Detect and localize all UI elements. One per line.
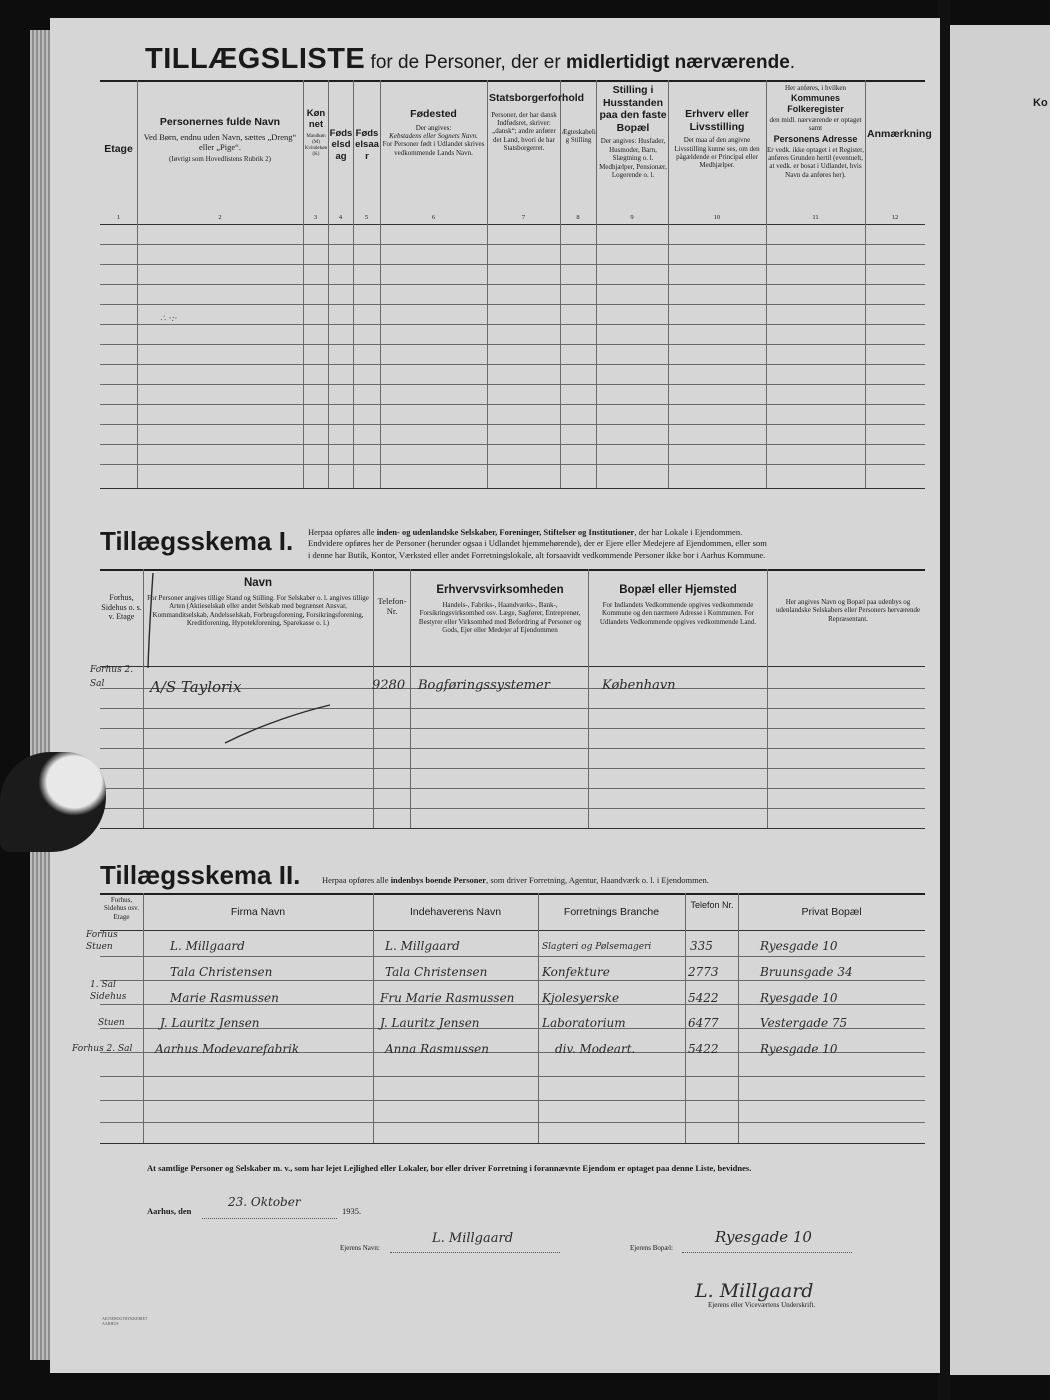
schema2-row-etage: Forhus 2. Sal	[72, 1044, 133, 1054]
page-stack-edge	[30, 30, 50, 1360]
schema2-col-address: Privat Bopæl	[801, 906, 862, 918]
list-title	[145, 43, 795, 76]
schema2-row-etage: Forhus Stuen	[86, 930, 118, 952]
list-col-remarks: Anmærkning	[867, 128, 932, 140]
schema1-description: Herpaa opføres alle inden- og udenlandske Selskaber, Foreninger, Stiftelser og Institutioner, der har Lokale i Ejendommen. Endvidere opføres her de Personer (herunder ogsaa i Udlandet hjemmehørende), der er Ejere eller Medejere af Ejendommen, eller som i denne har Butik, Kontor, Værksted eller andet Forretningslokale, alt forsaavidt vedkommende Personer ikke bor i Aarhus Kommune.	[308, 527, 767, 560]
schema2-row-firm: Tala Christensen	[170, 965, 273, 979]
signature-label: Ejerens eller Viceværtens Underskrift.	[708, 1301, 816, 1309]
schema2-row-address: Ryesgade 10	[760, 939, 838, 953]
schema2-row-firm: J. Lauritz Jensen	[160, 1016, 260, 1030]
schema2-row-branch: div. Modeart.	[555, 1042, 636, 1056]
handwritten-strokes	[145, 573, 385, 753]
schema1-title: Tillægsskema I.	[100, 526, 294, 556]
schema1-col-etage: Forhus, Sidehus o. s. v. Etage	[101, 593, 142, 622]
schema2-col-branch: Forretnings Branche	[563, 906, 660, 918]
owner-address-handwritten: Ryesgade 10	[715, 1228, 812, 1246]
schema1-row1-phone: 9280	[372, 678, 406, 693]
schema2-col-phone: Telefon Nr.	[690, 900, 734, 910]
schema2-row-owner: L. Millgaard	[385, 939, 460, 953]
schema2-row-firm: Marie Rasmussen	[170, 991, 279, 1005]
list-col-citizenship: Statsborgerforhold Personer, der har dansk Indfødsret, skriver: „dansk“; andre anfører det Land, hvori de har Statsborgerret.	[489, 92, 585, 153]
schema2-row-etage: 1. Sal Sidehus	[90, 980, 127, 1002]
schema2-row-firm: L. Millgaard	[170, 939, 245, 953]
schema2-row-owner: Anna Rasmussen	[385, 1042, 489, 1056]
list-title-end: .	[789, 52, 796, 73]
schema2-row-firm: Aarhus Modevarefabrik	[155, 1042, 300, 1056]
owner-name-handwritten: L. Millgaard	[432, 1231, 514, 1246]
next-page-fragment: Ko	[1033, 97, 1048, 109]
schema1-row1-name: A/S Taylorix	[150, 678, 242, 696]
year: 1935.	[342, 1206, 362, 1216]
schema1-col-phone: Telefon-Nr.	[377, 596, 407, 617]
schema2-col-etage: Forhus, Sidehus osv. Etage	[104, 896, 139, 921]
schema2-row-phone: 2773	[688, 965, 719, 979]
schema2-row-address: Bruunsgade 34	[760, 965, 853, 979]
schema2-col-firm: Firma Navn	[230, 906, 286, 918]
list-title-bold: midlertidigt nærværende	[565, 52, 790, 73]
schema2-description: Herpaa opføres alle indenbys boende Personer, som driver Forretning, Agentur, Haandværk o. l. i Ejendommen.	[322, 875, 709, 885]
list-col-register: Her anføres, i hvilken Kommunes Folkeregister den midl. nærværende er optaget samt Personens Adresse Er vedk. ikke optaget i et Register, anføres Grunden hertil (eventuelt, at vedk. er bosat i Udlandet, hvis Navn da anføres her).	[767, 84, 864, 179]
printer-mark: AKTIEBOGTRYKKERIET AARHUS	[102, 1316, 148, 1326]
schema2-row-branch: Laboratorium	[542, 1016, 626, 1030]
schema2-row-address: Ryesgade 10	[760, 991, 838, 1005]
list-col-gender: Kønnet Mandkøn (M) Kvindekøn (K)	[304, 108, 328, 157]
census-form-page: TILLÆGSLISTE for de Personer, der er midlertidigt nærværende. Etage Personernes fulde Navn Ved Børn, endnu uden Navn, sættes „Dreng“ eller „Pige“. (Iøvrigt som Hovedlistens Rubrik 2) Kønnet Mandkøn (M) Kvindekøn (K) Fødselsdag Fødselsaar Fødested Der angives: Kebstadens eller Sognets Navn. For Personer født i Udlandet skrives vedkommende Lands Navn. Statsborgerforhold Personer, der har dansk Indfødsret, skriver: „dansk“; andre anfører det Land, hvori de har Statsborgerret. Ægteskabelig Stilling Stilling i Husstanden paa den faste Bopæl Der angives: Husfader, Husmoder, Barn, Slægtning o. l. Medhjælper, Pensionær, Logerende o. l. Erhverv eller Livsstilling Det maa af den angivne Livsstilling kunne ses, om den pågældende er Principal eller Medhjælper. Her anføres, i hvilken Kommunes Folkeregister den midl. nærværende er optaget samt Personens Adresse Er vedk. ikke optaget i et Register, anføres Grunden hertil (eventuelt, at vedk. er bosat i Udlandet, hvis Navn da anføres her). Anmærkning 1 2 3 4 5 6 7 8 9 10 11 12 ∴ ·:· Tillægsskema I. Herpaa opføres alle inden- og udenlandske Selskaber, Foreninger, Stiftelser og Institutioner, der har Lokale i Ejendommen. Endvidere opføres her de Personer (herunder ogsaa i Udlandet hjemmehørende), der er Ejere eller Medejere af Ejendommen, eller som i denne har Butik, Kontor, Værksted eller andet Forretningslokale, alt forsaavidt vedkommende Personer ikke bor i Aarhus Kommune. Forhus, Sidehus o. s. v. Etage Navn For Personer angives tillige Stand og Stilling. For Selskaber o. l. angives tillige Arten (Aktieselskab eller andet Selskab med begrænset Ansvar, Kommanditselskab, Andelsselskab, Forbrugsforening, Forsikringsforening, Kreditforening, Hypotekforening, Sparekasse o. l.) Telefon-Nr. Erhvervsvirksomheden Handels-, Fabriks-, Haandværks-, Bank-, Forsikringsvirksomhed osv. Læge, Sagfører, Entreprenør, Bestyrer eller Virksomhed med Befordring af Personer og Gods, Ejer eller Medejer af Ejendommen Bopæl eller Hjemsted For Indlandets Vedkommende opgives vedkommende Kommune og den nærmere Adresse i Kommunen. For Udlandets Vedkommende opgives vedkommende Land. Her angives Navn og Bopæl paa udenbys og udenlandske Selskabers eller Personers herværende Repræsentant. Forhus 2. Sal A/S Taylorix 9280 Bogføringssystemer København Tillægsskema II. Herpaa opføres alle indenbys boende Personer, som driver Forretning, Agentur, Haandværk o. l. i Ejendommen. Forhus, Sidehus osv. Etage Firma Navn Indehaverens Navn Forretnings Branche Telefon Nr. Privat Bopæl Forhus Stuen L. Millgaard L. Millgaard Slagteri og Pølsemageri 335 Ryesgade 10 Tala Christensen Tala Christensen Konfekture 2773 Bruunsgade 34 1. Sal Sidehus Marie Rasmussen Fru Marie Rasmussen Kjolesyerske 5422 Ryesgade 10 Stuen J. Lauritz Jensen J. Lauritz Jensen Laboratorium 6477 Vestergade 75 Forhus 2. Sal Aarhus Modevarefabrik Anna Rasmussen div. Modeart. 5422 Ryesgade 10 At samtlige Personer og Selskaber m. v., som har lejet Lejlighed eller Lokaler, bor eller driver Forretning i forannævnte Ejendom er optaget paa denne Liste, bevidnes. Aarhus, den 23. Oktober 1935. Ejerens Navn: L. Millgaard Ejerens Bopæl: Ryesgade 10 L. Millgaard Ejerens eller Viceværtens Underskrift. AKTIEBOGTRYKKERIET AARHUS	[50, 18, 940, 1373]
schema2-row-etage: Stuen	[98, 1018, 125, 1028]
schema2-row-branch: Kjolesyerske	[542, 991, 620, 1005]
schema1-col-name: Navn For Personer angives tillige Stand og Stilling. For Selskaber o. l. angives tillige Arten (Aktieselskab eller andet Selskab med begrænset Ansvar, Kommanditselskab, Andelsselskab, Forbrugsforening, Forsikringsforening, Kreditforening, Hypotekforening, Sparekasse o. l.)	[147, 577, 369, 627]
schema1-row1-residence: København	[602, 678, 676, 693]
schema2-row-phone: 335	[690, 939, 713, 953]
schema1-row1-etage: Forhus 2. Sal	[90, 665, 134, 690]
date-handwritten: 23. Oktober	[228, 1195, 301, 1209]
schema1-row1-business: Bogføringssystemer	[418, 678, 550, 693]
schema2-title: Tillægsskema II.	[100, 860, 301, 890]
schema2-col-owner: Indehaverens Navn	[409, 906, 502, 918]
list-col-household: Stilling i Husstanden paa den faste Bopæl Der angives: Husfader, Husmoder, Barn, Slægtning o. l. Medhjælper, Pensionær, Logerende o. l.	[599, 84, 667, 179]
schema2-row-address: Ryesgade 10	[760, 1042, 838, 1056]
schema2-row-phone: 5422	[688, 991, 719, 1005]
next-page	[950, 25, 1050, 1375]
schema2-row-branch: Slagteri og Pølsemageri	[542, 942, 652, 952]
list-col-birthyear: Fødselsaar	[355, 128, 379, 162]
owner-signature: L. Millgaard	[695, 1280, 814, 1302]
schema2-row-branch: Konfekture	[542, 965, 610, 979]
schema2-row-phone: 6477	[688, 1016, 719, 1030]
attestation-statement: At samtlige Personer og Selskaber m. v., som har lejet Lejlighed eller Lokaler, bor eller driver Forretning i forannævnte Ejendom er optaget paa denne Liste, bevidnes.	[147, 1163, 752, 1173]
schema1-col-residence: Bopæl eller Hjemsted For Indlandets Vedkommende opgives vedkommende Kommune og den nærmere Adresse i Kommunen. For Udlandets Vedkommende opgives vedkommende Land.	[599, 584, 757, 626]
list-col-etage: Etage	[104, 143, 133, 155]
list-col-birthplace: Fødested Der angives: Kebstadens eller Sognets Navn. For Personer født i Udlandet skrives vedkommende Lands Navn.	[382, 108, 485, 157]
schema2-row-owner: Tala Christensen	[385, 965, 488, 979]
list-title-main: TILLÆGSLISTE	[145, 43, 366, 75]
list-col-name: Personernes fulde Navn Ved Børn, endnu uden Navn, sættes „Dreng“ eller „Pige“. (Iøvrigt som Hovedlistens Rubrik 2)	[143, 116, 297, 163]
schema2-row-owner: J. Lauritz Jensen	[380, 1016, 480, 1030]
owner-address-label: Ejerens Bopæl:	[630, 1244, 673, 1252]
schema2-row-phone: 5422	[688, 1042, 719, 1056]
list-col-marital: Ægteskabelig Stilling	[561, 128, 596, 145]
schema2-row-address: Vestergade 75	[760, 1016, 848, 1030]
list-col-birthday: Fødselsdag	[329, 128, 353, 162]
schema2-row-owner: Fru Marie Rasmussen	[380, 991, 515, 1005]
margin-mark: ∴ ·:·	[160, 314, 178, 324]
owner-name-label: Ejerens Navn:	[340, 1244, 380, 1252]
list-title-rest: for de Personer, der er	[365, 52, 566, 73]
schema1-col-representative: Her angives Navn og Bopæl paa udenbys og udenlandske Selskabers eller Personers herværende Repræsentant.	[775, 598, 921, 623]
schema1-col-business: Erhvervsvirksomheden Handels-, Fabriks-, Haandværks-, Bank-, Forsikringsvirksomhed osv. Læge, Sagfører, Entreprenør, Bestyrer eller Virksomhed med Befordring af Personer og Gods, Ejer eller Medejer af Ejendommen	[418, 584, 582, 634]
list-col-occupation: Erhverv eller Livsstilling Det maa af den angivne Livsstilling kunne ses, om den pågældende er Principal eller Medhjælper.	[674, 108, 760, 170]
date-label: Aarhus, den	[147, 1206, 192, 1216]
